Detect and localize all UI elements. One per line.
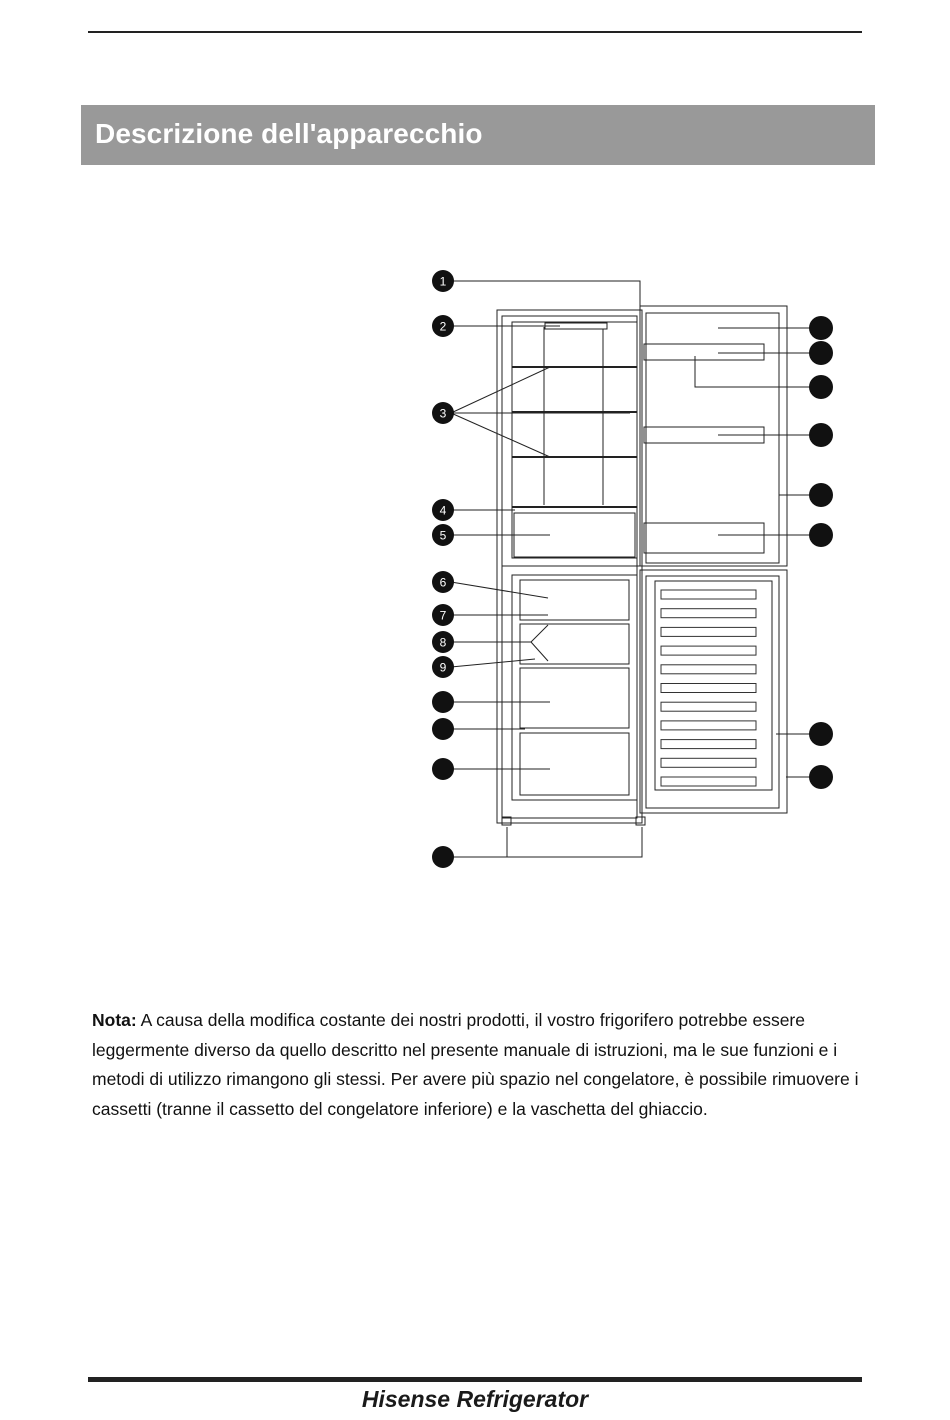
freezer-drawer (520, 668, 629, 728)
freezer-drawer (520, 733, 629, 795)
callout-17 (809, 423, 833, 447)
callout-number: 7 (439, 608, 447, 623)
callout-21 (809, 765, 833, 789)
callout-8 (432, 631, 454, 653)
note-label: Nota: (92, 1010, 137, 1030)
callout-5 (432, 524, 454, 546)
callout-4 (432, 499, 454, 521)
callout-12 (432, 758, 454, 780)
footer-brand: Hisense Refrigerator (361, 1386, 589, 1412)
callout-number: 3 (439, 406, 447, 421)
callout-1 (432, 270, 454, 292)
callout-9 (432, 656, 454, 678)
callout-20 (809, 722, 833, 746)
freezer-door-rib (661, 627, 756, 636)
freezer-drawer (520, 580, 629, 620)
callout-13 (432, 846, 454, 868)
door-shelf (644, 344, 764, 360)
freezer-door-rib (661, 758, 756, 767)
freezer-door-rib (661, 777, 756, 786)
callout-15 (809, 341, 833, 365)
callout-markers (432, 270, 833, 868)
callout-11 (432, 718, 454, 740)
callout-19 (809, 523, 833, 547)
callout-number: 6 (439, 575, 447, 590)
callout-number: 4 (439, 503, 447, 518)
callout-6 (432, 571, 454, 593)
freezer-door-rib (661, 740, 756, 749)
callout-number: 1 (439, 274, 447, 289)
callout-number: 2 (439, 319, 447, 334)
callout-18 (809, 483, 833, 507)
fridge-door (640, 306, 787, 566)
callout-3 (432, 402, 454, 424)
callout-7 (432, 604, 454, 626)
callout-number: 9 (439, 660, 447, 675)
freezer-compartment (512, 575, 637, 800)
fridge-body-inner (502, 316, 637, 818)
freezer-door-rib (661, 665, 756, 674)
section-title: Descrizione dell'apparecchio (95, 118, 483, 149)
callout-16 (809, 375, 833, 399)
callout-2 (432, 315, 454, 337)
freezer-door-rib (661, 702, 756, 711)
callout-10 (432, 691, 454, 713)
door-shelf (644, 523, 764, 553)
freezer-door-rib (661, 646, 756, 655)
bottom-rule (88, 1377, 862, 1382)
freezer-door-rib (661, 609, 756, 618)
note-paragraph (92, 1006, 872, 1124)
freezer-door-rib (661, 590, 756, 599)
callout-number: 5 (439, 528, 447, 543)
fridge-compartment (512, 322, 637, 558)
freezer-drawer (520, 624, 629, 664)
callout-14 (809, 316, 833, 340)
freezer-door-rib (661, 721, 756, 730)
callout-number: 8 (439, 635, 447, 650)
freezer-door-rib (661, 684, 756, 693)
note-text: A causa della modifica costante dei nostri prodotti, il vostro frigorifero potrebbe essere leggermente diverso da quello descritto nel presente manuale di istruzioni, ma le sue funzioni e i metodi di utilizzo rimangono gli stessi. Per avere più spazio nel congelatore, è possibile rimuovere i cassetti (tranne il cassetto del congelatore inferiore) e la vaschetta del ghiaccio. (92, 1010, 859, 1119)
